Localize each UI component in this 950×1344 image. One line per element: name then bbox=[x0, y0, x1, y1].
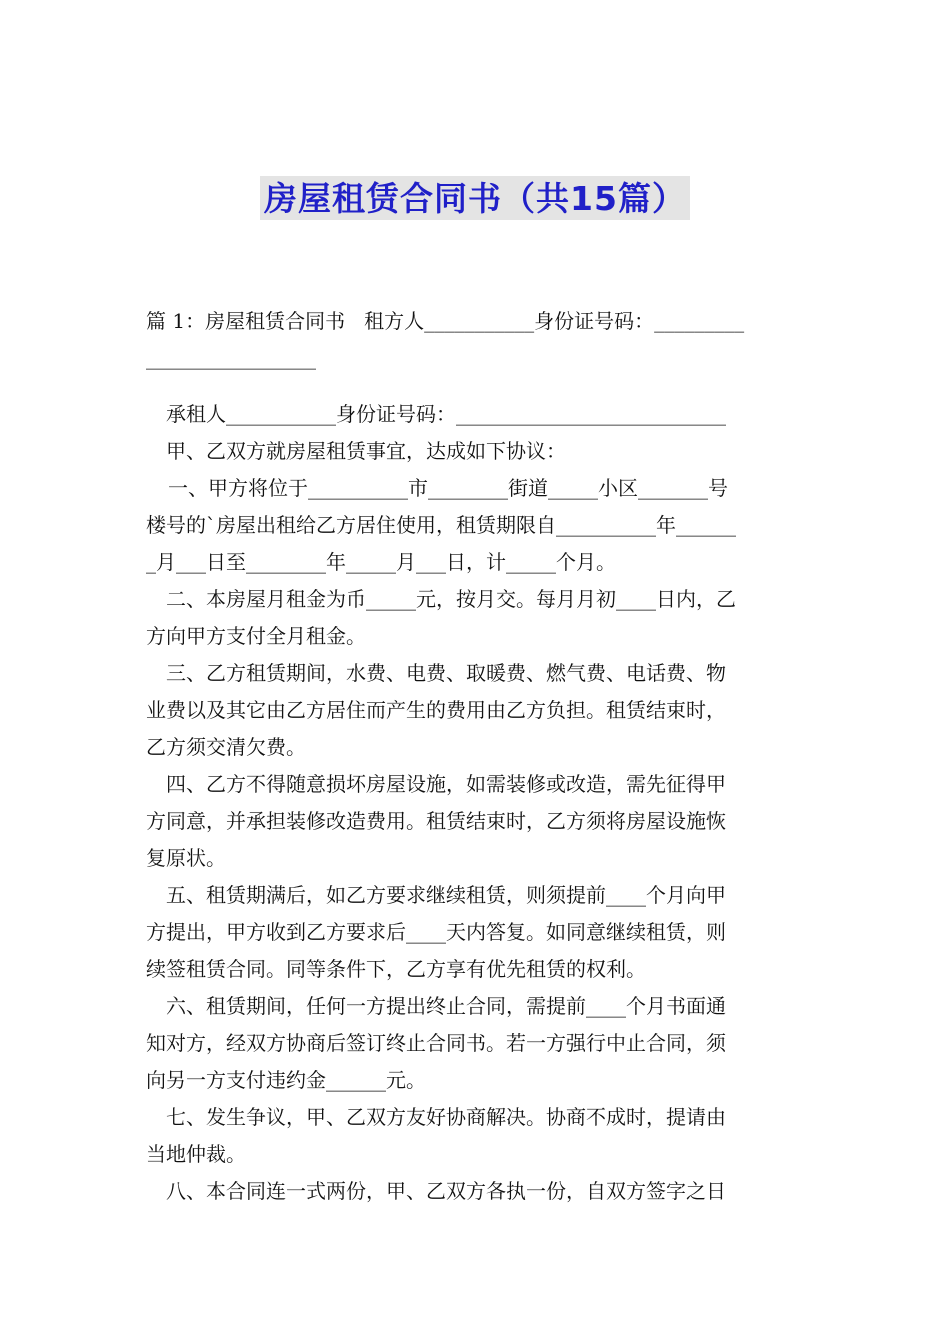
text-line: 六、租赁期间，任何一方提出终止合同，需提前____个月书面通 bbox=[166, 994, 726, 1018]
paragraph-gap bbox=[146, 377, 808, 396]
text-line: 七、发生争议，甲、乙双方友好协商解决。协商不成时，提请由 bbox=[166, 1105, 726, 1129]
text-line: 三、乙方租赁期间，水费、电费、取暖费、燃气费、电话费、物 bbox=[166, 661, 726, 685]
text-line: 五、租赁期满后，如乙方要求继续租赁，则须提前____个月向甲 bbox=[166, 883, 726, 907]
title-container bbox=[0, 176, 950, 220]
text-line: 篇 1：房屋租赁合同书 租方人___________身份证号码：_________ bbox=[146, 309, 745, 333]
text-line: 向另一方支付违约金______元。 bbox=[146, 1068, 426, 1092]
text-line: 二、本房屋月租金为币_____元，按月交。每月月初____日内，乙 bbox=[166, 587, 736, 611]
text-line: 当地仲裁。 bbox=[146, 1142, 246, 1166]
text-line: 一、甲方将位于__________市________街道_____小区_______号 bbox=[168, 476, 728, 500]
text-line: 知对方，经双方协商后签订终止合同书。若一方强行中止合同，须 bbox=[146, 1031, 726, 1055]
text-line: 楼号的`房屋出租给乙方居住使用，租赁期限自__________年______ bbox=[146, 513, 736, 537]
text-line: 八、本合同连一式两份，甲、乙双方各执一份，自双方签字之日 bbox=[166, 1179, 726, 1203]
text-line: 甲、乙双方就房屋租赁事宜，达成如下协议： bbox=[166, 439, 566, 463]
text-line: 业费以及其它由乙方居住而产生的费用由乙方负担。租赁结束时， bbox=[146, 698, 726, 722]
text-line: 续签租赁合同。同等条件下，乙方享有优先租赁的权利。 bbox=[146, 957, 646, 981]
text-line: 方同意，并承担装修改造费用。租赁结束时，乙方须将房屋设施恢 bbox=[146, 809, 726, 833]
text-line: _________________ bbox=[146, 346, 316, 370]
text-line: _月___日至________年_____月___日，计_____个月。 bbox=[146, 550, 616, 574]
text-line: 方提出，甲方收到乙方要求后____天内答复。如同意继续租赁，则 bbox=[146, 920, 726, 944]
document-body bbox=[146, 303, 808, 1210]
text-line: 乙方须交清欠费。 bbox=[146, 735, 306, 759]
text-line: 四、乙方不得随意损坏房屋设施，如需装修或改造，需先征得甲 bbox=[166, 772, 726, 796]
text-line: 承租人___________身份证号码：___________________________ bbox=[166, 402, 726, 426]
document-title: 房屋租赁合同书（共15篇） bbox=[260, 176, 690, 220]
text-line: 复原状。 bbox=[146, 846, 226, 870]
text-line: 方向甲方支付全月租金。 bbox=[146, 624, 366, 648]
